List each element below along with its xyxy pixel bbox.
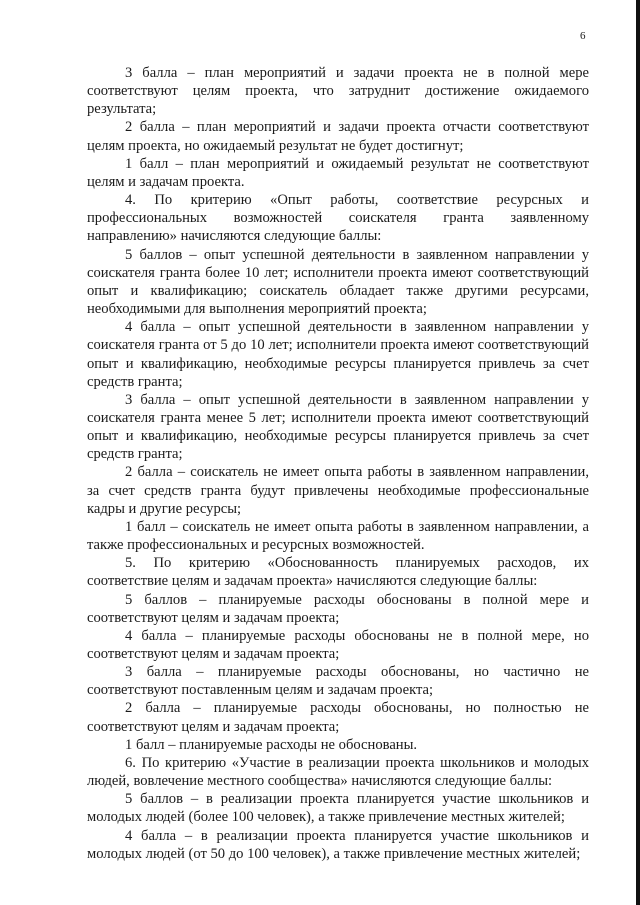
paragraph-criterion-5-score-5: 5 баллов – планируемые расходы обоснованы в полной мере и соответствуют целям и задачам проекта; xyxy=(87,591,589,626)
page-number: 6 xyxy=(580,30,586,42)
paragraph-criterion-6-score-5: 5 баллов – в реализации проекта планируется участие школьников и молодых людей (более 100 человек), а также привлечение местных жителей; xyxy=(87,791,589,826)
paragraph-criterion-5-heading: 5. По критерию «Обоснованность планируемых расходов, их соответствие целям и задачам проекта» начисляются следующие баллы: xyxy=(87,555,589,590)
paragraph-criterion-6-score-4: 4 балла – в реализации проекта планируется участие школьников и молодых людей (от 50 до 100 человек), а также привлечение местных жителей; xyxy=(87,827,589,862)
paragraph-criterion-4-score-3: 3 балла – опыт успешной деятельности в заявленном направлении у соискателя гранта менее 5 лет; исполнители проекта имеют соответствующий опыт и квалификацию, необходимые ресурсы планируется привлечь за счет средств гранта; xyxy=(87,391,589,463)
paragraph-criterion-4-score-5: 5 баллов – опыт успешной деятельности в заявленном направлении у соискателя гранта более 10 лет; исполнители проекта имеют соответствующий опыт и квалификацию; соискатель обладает также другими ресурсами, необходимыми для выполнения мероприятий проекта; xyxy=(87,246,589,318)
paragraph-criterion-4-score-2: 2 балла – соискатель не имеет опыта работы в заявленном направлении, за счет средств гранта будут привлечены необходимые профессиональные кадры и другие ресурсы; xyxy=(87,464,589,517)
paragraph-criterion-5-score-3: 3 балла – планируемые расходы обоснованы, но частично не соответствуют поставленным целям и задачам проекта; xyxy=(87,664,589,699)
document-body xyxy=(87,64,589,863)
paragraph-criterion-4-score-1: 1 балл – соискатель не имеет опыта работы в заявленном направлении, а также профессиональных и ресурсных возможностей. xyxy=(87,518,589,554)
paragraph-criterion-6-heading: 6. По критерию «Участие в реализации проекта школьников и молодых людей, вовлечение местного сообщества» начисляются следующие баллы: xyxy=(87,754,589,790)
paragraph-criterion-5-score-4: 4 балла – планируемые расходы обоснованы не в полной мере, но соответствуют целям и задачам проекта; xyxy=(87,627,589,662)
scan-edge-border xyxy=(636,0,640,905)
paragraph-criterion-4-heading: 4. По критерию «Опыт работы, соответствие ресурсных и профессиональных возможностей соискателя гранта заявленному направлению» начисляются следующие баллы: xyxy=(87,192,589,245)
paragraph-criterion-5-score-2: 2 балла – планируемые расходы обоснованы, но полностью не соответствуют целям и задачам проекта; xyxy=(87,700,589,735)
paragraph-criterion-3-score-1: 1 балл – план мероприятий и ожидаемый результат не соответствуют целям и задачам проекта. xyxy=(87,155,589,190)
paragraph-criterion-4-score-4: 4 балла – опыт успешной деятельности в заявленном направлении у соискателя гранта от 5 до 10 лет; исполнители проекта имеют соответствующий опыт и квалификацию, необходимые ресурсы планируется привлечь за счет средств гранта; xyxy=(87,319,589,390)
paragraph-criterion-3-score-2: 2 балла – план мероприятий и задачи проекта отчасти соответствуют целям проекта, но ожидаемый результат не будет достигнут; xyxy=(87,119,589,154)
paragraph-criterion-5-score-1: 1 балл – планируемые расходы не обоснованы. xyxy=(125,736,418,753)
paragraph-criterion-3-score-3: 3 балла – план мероприятий и задачи проекта не в полной мере соответствуют целям проекта, что затруднит достижение ожидаемого результата; xyxy=(87,65,589,118)
